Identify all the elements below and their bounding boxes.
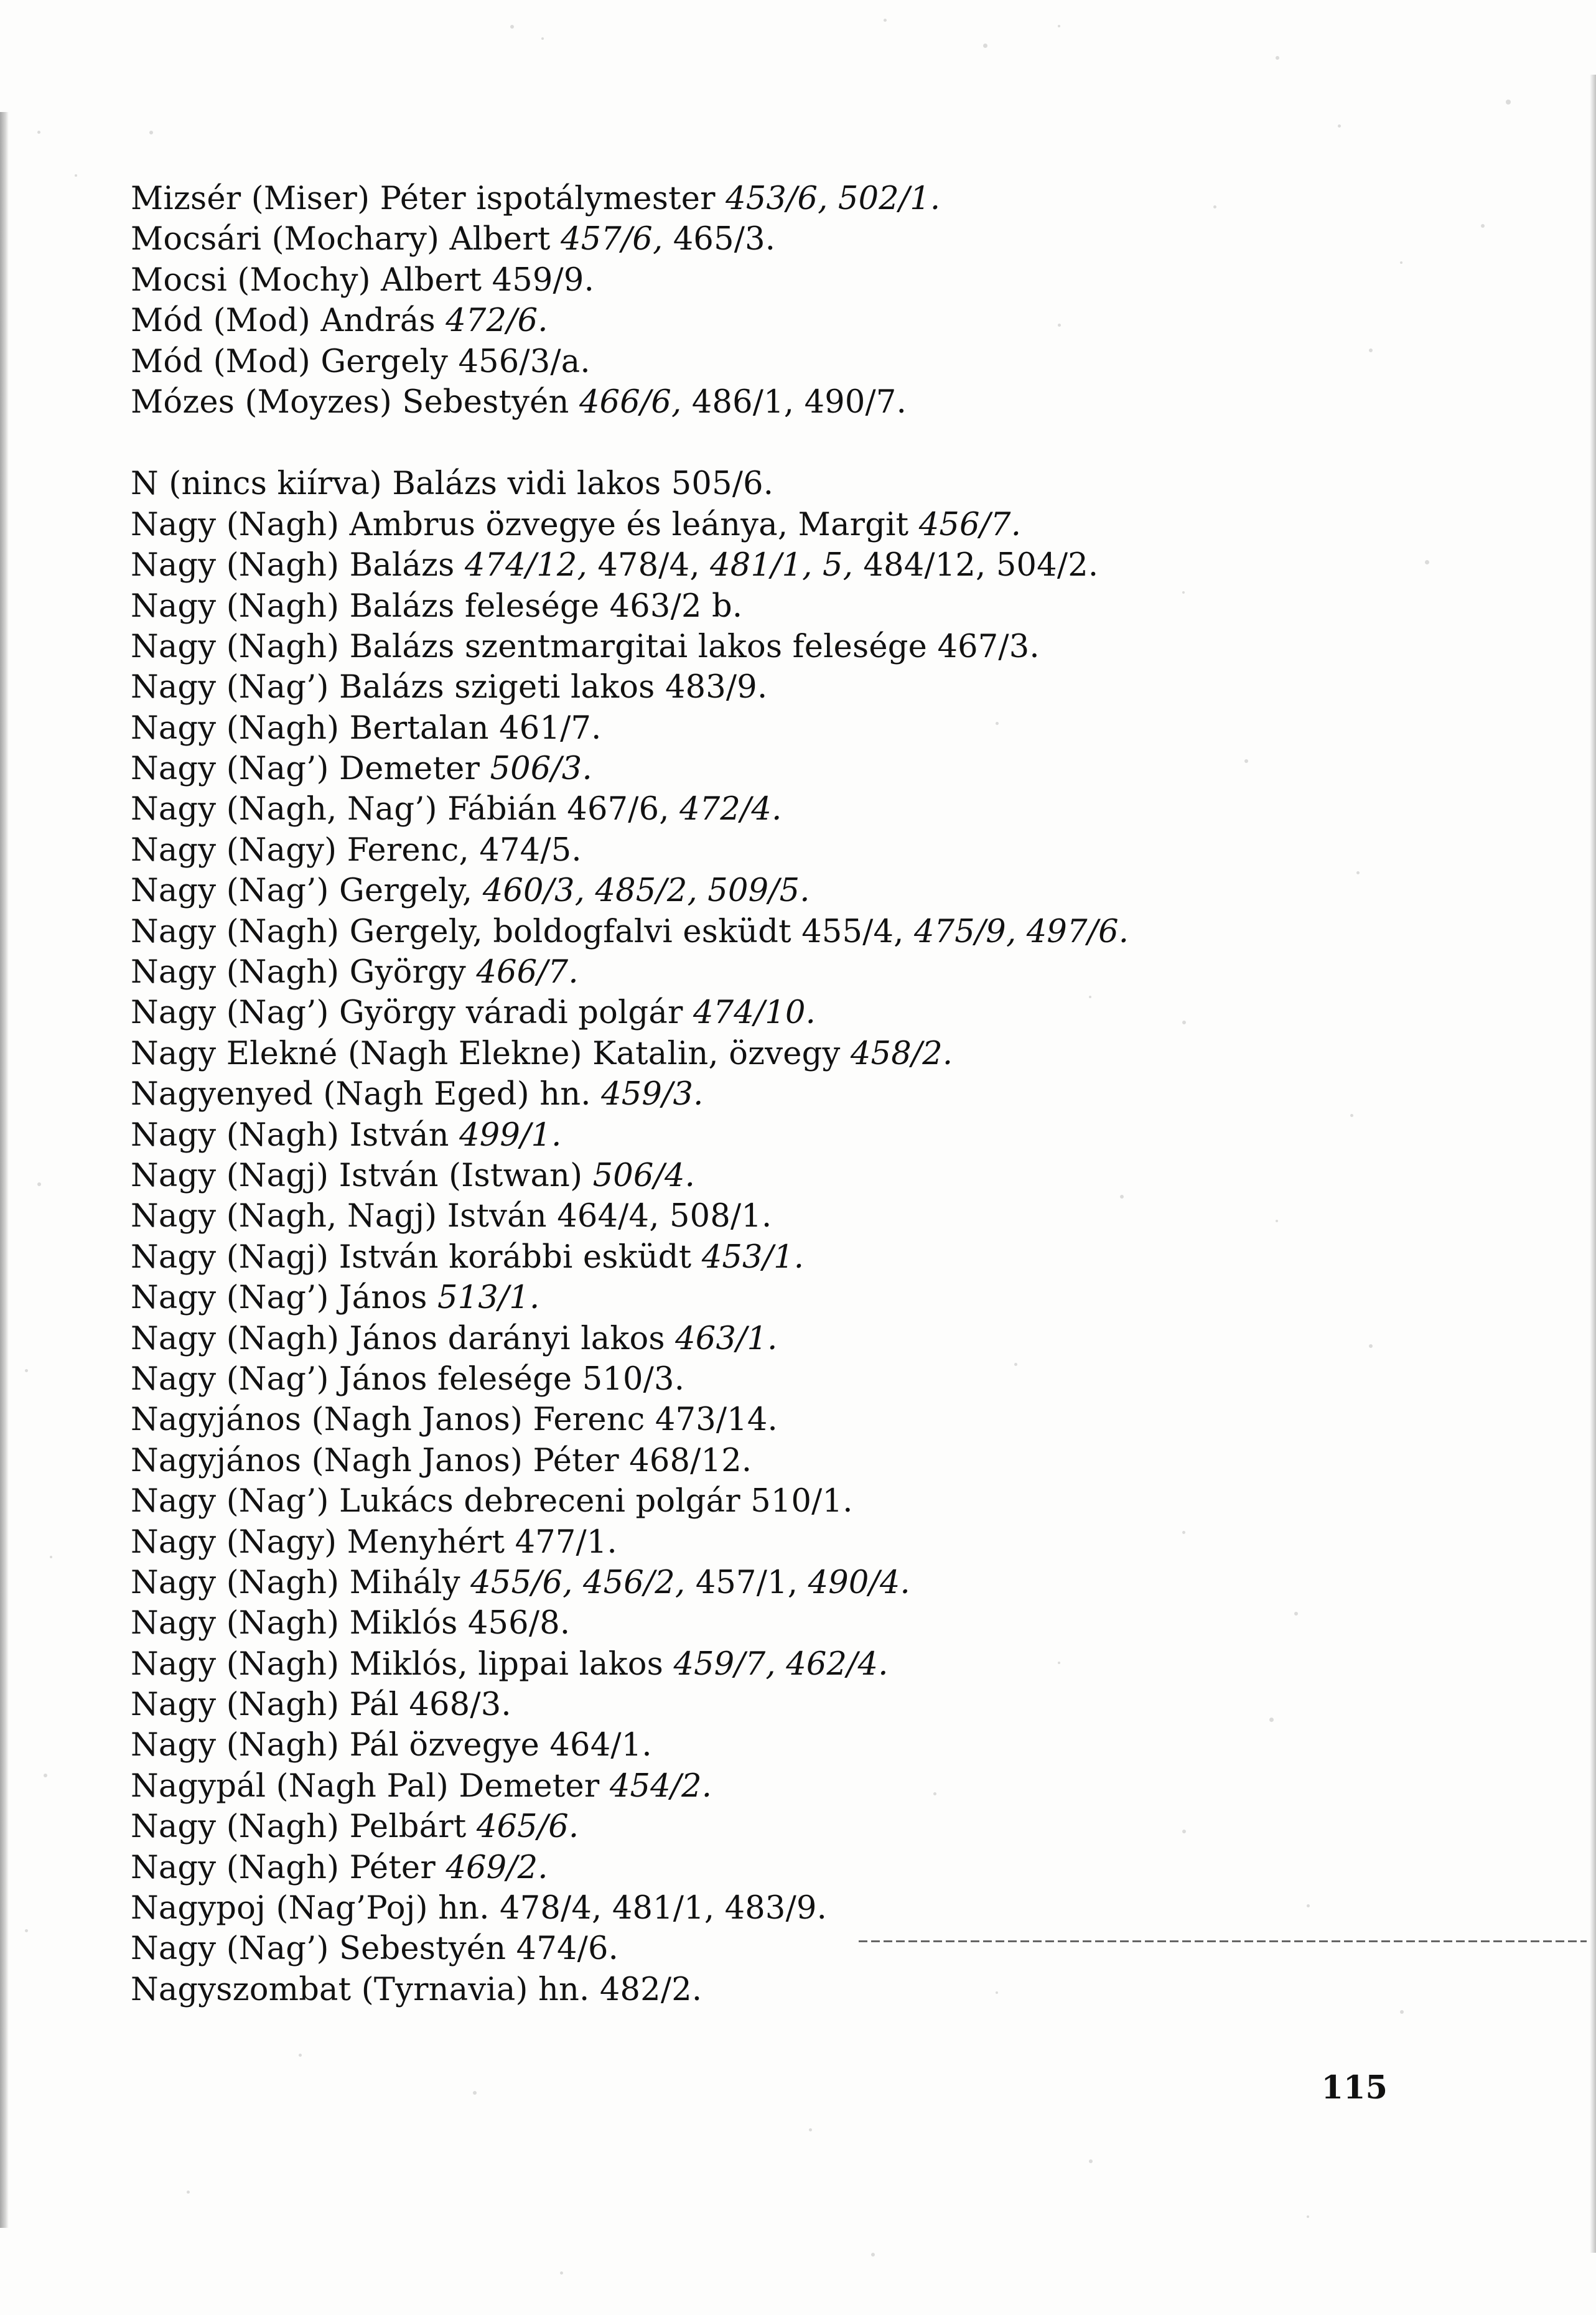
page-reference: 482/2. [599,1971,702,2008]
page-reference: 466/6, [579,383,682,421]
scan-speckle [809,2128,812,2131]
index-entry-name: Mód (Mod) Gergely [131,343,459,380]
page-reference: 454/2. [609,1767,712,1805]
page-reference: 457/6, [560,221,663,258]
index-entry [131,505,1500,545]
index-entry [131,1156,1500,1196]
scan-speckle [149,131,153,134]
index-entry [131,1400,1500,1440]
index-entry [131,871,1500,911]
index-entry [131,464,1500,504]
page-reference: 468/12. [629,1442,752,1479]
page-reference: 458/2. [850,1035,953,1072]
index-entry [131,1766,1500,1807]
index-entry-name: Nagy (Nagh) Balázs felesége [131,587,610,625]
scan-speckle [1400,2010,1404,2014]
scan-artifact-rule [859,1940,1587,1942]
page-reference: 456/3/a. [458,343,590,380]
index-entry-name: Mocsi (Mochy) Albert [131,261,492,299]
page-reference: 467/6, [567,791,680,828]
index-entry [131,627,1500,667]
index-entry-name: Nagy (Nagj) István (Istwan) [131,1157,593,1194]
page-reference: 499/1. [459,1116,562,1154]
index-entry-name: Nagy (Nagh) Bertalan [131,709,500,747]
index-entry-name: Mód (Mod) András [131,302,446,340]
index-entry-name: Nagy (Nagh) Miklós [131,1605,468,1642]
index-entry [131,1929,1500,1969]
page-reference: 510/1. [750,1483,853,1520]
page-reference: 506/3. [490,751,592,788]
page-reference: 463/2 b. [609,587,743,625]
index-entry-name: Nagy (Nagh) Pál [131,1686,409,1724]
index-entry [131,1644,1500,1685]
page-reference: 478/4, [587,547,711,584]
page-reference: 465/6. [476,1808,579,1846]
scan-speckle [871,2253,875,2257]
index-entry [131,1685,1500,1725]
page-reference: 464/4, 508/1. [557,1198,772,1235]
index-entry [131,301,1500,341]
page-reference: 506/4. [592,1157,696,1194]
index-entry-name: Nagy (Nagh) Miklós, lippai lakos [131,1645,674,1683]
page-reference: 468/3. [409,1686,511,1724]
page-reference: 477/1. [515,1523,617,1561]
index-entry-name: Nagy (Nag’) Balázs szigeti lakos [131,669,665,706]
index-entry [131,749,1500,789]
scan-speckle [37,131,40,134]
index-entry [131,830,1500,871]
index-entry [131,1807,1500,1847]
index-entry [131,1359,1500,1400]
page-reference: 474/12, [464,547,587,584]
index-entry-name: Nagy Elekné (Nagh Elekne) Katalin, özvegy [131,1035,851,1072]
index-entry-name: Nagy (Nagh) Pál özvegye [131,1727,550,1764]
page-reference: 464/1. [549,1727,652,1764]
page-reference: 459/7, 462/4. [673,1645,889,1683]
index-entry [131,789,1500,830]
page-reference: 456/8. [467,1605,571,1642]
index-entry-name: Mocsári (Mochary) Albert [131,221,561,258]
index-entry [131,1196,1500,1237]
page-reference: 478/4, 481/1, 483/9. [500,1890,828,1927]
scan-speckle [1058,25,1060,27]
index-entry-name: N (nincs kiírva) Balázs vidi lakos [131,465,671,503]
index-entry [131,260,1500,301]
index-entry-name: Nagy (Nag’) Demeter [131,751,490,788]
page-reference: 466/7. [476,954,579,991]
page-left-edge-shadow [0,112,9,2228]
index-entry-name: Nagy (Nag’) Gergely, [131,872,483,910]
index-entry-name: Nagy (Nagh) Mihály [131,1564,471,1601]
index-entry-name: Nagypál (Nagh Pal) Demeter [131,1767,610,1805]
index-entry-name: Nagy (Nagh) Balázs [131,547,465,584]
index-entry [131,1848,1500,1888]
scan-speckle [541,37,544,40]
page-reference: 465/3. [663,221,776,258]
index-entry-name: Nagy (Nagh) Balázs szentmargitai lakos felesége [131,628,938,665]
scan-speckle [510,25,514,29]
scan-speckle [44,1774,47,1777]
page-reference: 453/6, 502/1. [726,180,941,217]
page-reference: 455/6, 456/2, [470,1564,686,1601]
index-entry-name: Nagypoj (Nag’Poj) hn. [131,1890,500,1927]
index-entry [131,382,1500,423]
page-reference: 467/3. [937,628,1040,665]
index-entry-name: Nagy (Nagh) György [131,954,477,991]
index-entry [131,912,1500,952]
scan-speckle [884,19,887,22]
page-reference: 486/1, 490/7. [681,383,907,421]
scan-speckle [25,1369,28,1372]
page-reference: 461/7. [499,709,602,747]
scan-speckle [560,2271,563,2275]
index-entry [131,708,1500,749]
index-entry [131,993,1500,1033]
scan-speckle [1307,2215,1309,2218]
page-reference: 459/9. [492,261,594,299]
page-reference: 457/1, [685,1564,808,1601]
index-entry-name: Nagy (Nagy) Menyhért [131,1523,515,1561]
index-entry [131,1522,1500,1563]
index-entry-name: Nagyjános (Nagh Janos) Péter [131,1442,630,1479]
index-entry-name: Nagy (Nag’) János [131,1279,437,1317]
index-entry-name: Nagy (Nagh) Péter [131,1849,446,1886]
index-entry-name: Nagyjános (Nagh Janos) Ferenc [131,1401,655,1439]
index-entry [131,1034,1500,1074]
scan-speckle [473,2091,477,2095]
page-reference: 474/10. [693,994,816,1032]
scan-speckle [50,1556,52,1558]
index-entry [131,1441,1500,1481]
scan-speckle [37,1182,41,1186]
index-entry [131,545,1500,586]
scan-speckle [25,1929,28,1932]
index-entry [131,1563,1500,1603]
page-reference: 472/6. [446,302,548,340]
index-entry [131,1115,1500,1156]
index-entry [131,1481,1500,1522]
index-entry [131,1603,1500,1644]
page-reference: 463/1. [675,1320,778,1357]
scan-speckle [75,174,77,177]
index-entry-name: Nagy (Nag’) Lukács debreceni polgár [131,1483,751,1520]
index-entry-name: Nagy (Nagh) János darányi lakos [131,1320,676,1357]
index-entry-name: Nagy (Nagh) Pelbárt [131,1808,477,1846]
page-reference: 455/4, [801,913,914,950]
page-reference: 474/6. [516,1930,619,1968]
page-reference: 460/3, 485/2, 509/5. [482,872,810,910]
page-reference: 505/6. [671,465,774,503]
index-entry [131,586,1500,627]
index-entry [131,1970,1500,2010]
scan-speckle [1506,100,1511,105]
page-reference: 510/3. [582,1360,685,1398]
name-index-list [131,179,1500,2010]
index-entry [131,1278,1500,1318]
page-reference: 484/12, 504/2. [853,547,1099,584]
page-reference: 459/3. [601,1076,704,1113]
scan-speckle [1089,2159,1093,2163]
index-entry-name: Mizsér (Miser) Péter ispotálymester [131,180,726,217]
page-reference: 475/9, 497/6. [913,913,1129,950]
page-reference: 473/14. [655,1401,778,1439]
page-reference: 456/7. [918,506,1022,543]
index-entry-name: Nagy (Nag’) Sebestyén [131,1930,516,1968]
scan-speckle [299,2054,302,2057]
index-entry-name: Nagyenyed (Nagh Eged) hn. [131,1076,602,1113]
index-entry [131,1725,1500,1765]
index-entry-name: Nagyszombat (Tyrnavia) hn. [131,1971,600,2008]
index-entry [131,219,1500,260]
index-entry [131,342,1500,382]
scan-speckle [187,2191,190,2194]
index-entry-name: Nagy (Nagh, Nagj) István [131,1198,558,1235]
scan-speckle [983,44,987,48]
index-entry-name: Nagy (Nagh) István [131,1116,460,1154]
index-entry-name: Nagy (Nagh, Nag’) Fábián [131,791,567,828]
index-entry [131,1237,1500,1278]
page-reference: 469/2. [446,1849,548,1886]
page-reference: 513/1. [437,1279,540,1317]
page-reference: 453/1. [701,1238,805,1276]
index-entry-name: Nagy (Nagy) Ferenc, [131,831,480,869]
index-entry-name: Nagy (Nagh) Gergely, boldogfalvi esküdt [131,913,802,950]
page-right-edge-shadow [1590,75,1596,2253]
page-reference: 474/5. [479,831,582,869]
index-entry [131,667,1500,708]
scan-speckle [1338,124,1341,128]
page-reference: 481/1, 5, [710,547,854,584]
index-entry [131,1888,1500,1929]
page-reference: 472/4. [679,791,782,828]
page-number: 115 [1321,2069,1388,2107]
index-entry [131,952,1500,993]
index-entry [131,1319,1500,1359]
index-entry-name: Nagy (Nag’) György váradi polgár [131,994,693,1032]
index-entry [131,179,1500,219]
index-entry-name: Nagy (Nagh) Ambrus özvegye és leánya, Margit [131,506,919,543]
page-reference: 483/9. [665,669,768,706]
scan-speckle [1276,56,1279,60]
index-entry-name: Nagy (Nag’) János felesége [131,1360,582,1398]
index-entry [131,1074,1500,1115]
page-reference: 490/4. [808,1564,910,1601]
index-entry-name: Mózes (Moyzes) Sebestyén [131,383,579,421]
index-entry-name: Nagy (Nagj) István korábbi esküdt [131,1238,702,1276]
